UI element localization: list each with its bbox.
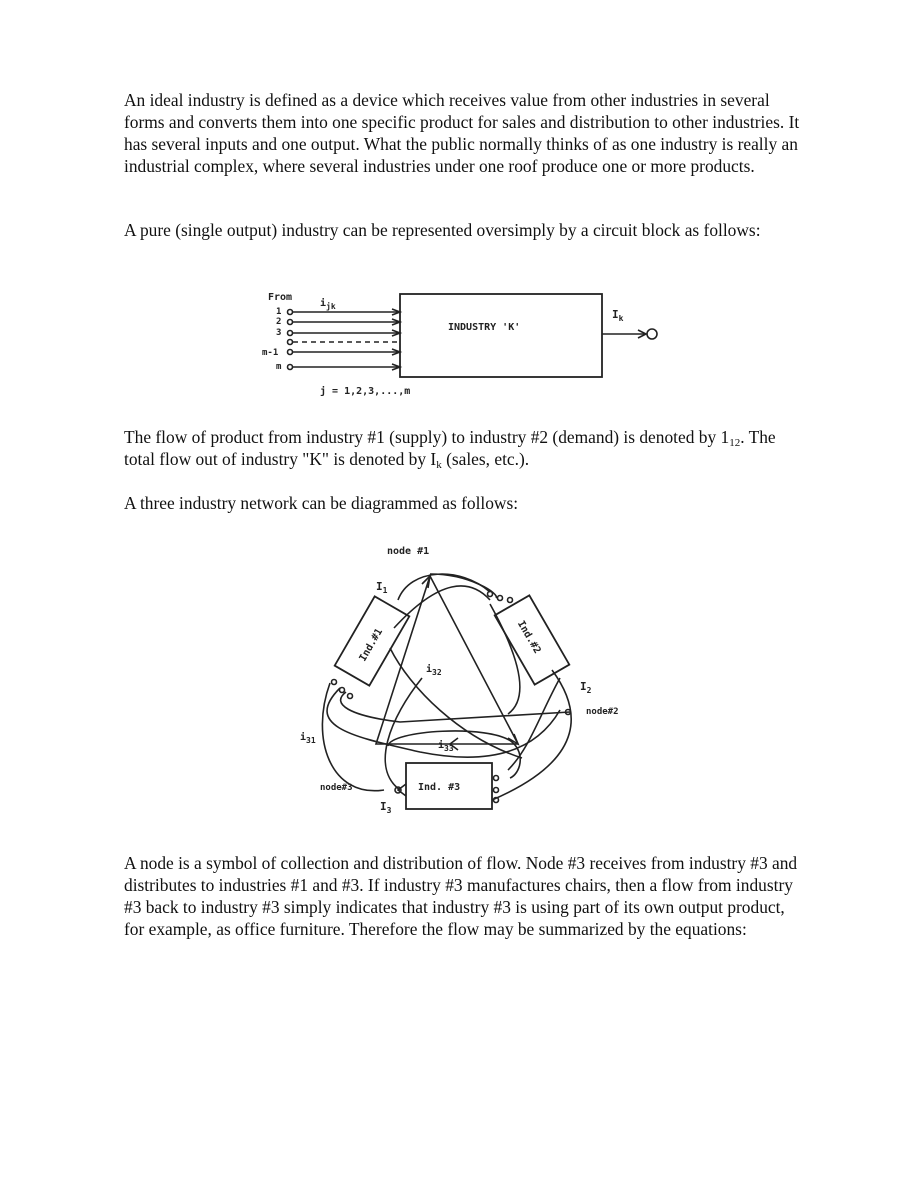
input-label-2: 2	[276, 317, 282, 327]
from-label: From	[268, 292, 293, 303]
paragraph-three-industry: A three industry network can be diagrammed as follows:	[124, 493, 519, 513]
industry-k-box	[400, 294, 602, 377]
i31-label: $i_{31}$	[300, 732, 316, 745]
i33-label: $i_{33}$	[438, 740, 454, 753]
input-label-1: 1	[276, 307, 282, 317]
paragraph-pure-industry: A pure (single output) industry can be represented oversimply by a circuit block as follows:	[124, 220, 761, 240]
terminal-circles	[332, 592, 571, 803]
node1-label: node #1	[387, 546, 430, 557]
industry-k-label: INDUSTRY 'K'	[448, 322, 521, 333]
paragraph-flow-notation: The flow of product from industry #1 (supply) to industry #2 (demand) is denoted by $1_{12}$. The total flow out of industry "K" is denoted by $I_k$ (sales, etc.).	[124, 427, 776, 471]
ind3-label: Ind. #3	[418, 782, 461, 793]
ind1-box	[335, 596, 410, 685]
I2-label: $I_2$	[580, 680, 592, 695]
svg-text:Ind.#1: Ind.#1	[357, 626, 386, 664]
ind2-box	[495, 595, 570, 684]
input-lines	[288, 309, 401, 370]
node3-label: node#3	[320, 783, 353, 793]
input-label-m-1: m-1	[262, 348, 279, 358]
output-label: $I_k$	[612, 308, 624, 323]
i32-label: $i_{32}$	[426, 664, 442, 677]
current-label: $i_{jk}$	[320, 298, 336, 311]
input-label-3: 3	[276, 328, 282, 338]
output-terminal	[647, 329, 657, 339]
paragraph-node-definition: A node is a symbol of collection and distribution of flow. Node #3 receives from industry #3 and distributes to industries #1 and #3. If industry #3 manufactures chairs, then a flow from industry #3 back to industry #3 simply indicates that industry #3 is using part of its own output product, for example, as office furniture. Therefore the flow may be summarized by the equations:	[124, 853, 798, 939]
node2-label: node#2	[586, 707, 619, 717]
paragraph-ideal-industry: An ideal industry is defined as a device which receives value from other industries in several forms and converts them into one specific product for sales and distribution to other industries. It has several inputs and one output. What the public normally thinks of as one industry is really an industrial complex, where several industries under one roof produce one or more products.	[124, 90, 800, 176]
index-range-label: j = 1,2,3,...,m	[320, 386, 411, 397]
I1-label: $I_1$	[376, 580, 388, 595]
industry-block-diagram	[262, 284, 672, 404]
I3-label: $I_3$	[380, 800, 392, 815]
input-label-m: m	[276, 362, 282, 372]
svg-text:Ind.#2: Ind.#2	[514, 618, 543, 656]
three-industry-network-diagram	[290, 538, 680, 828]
